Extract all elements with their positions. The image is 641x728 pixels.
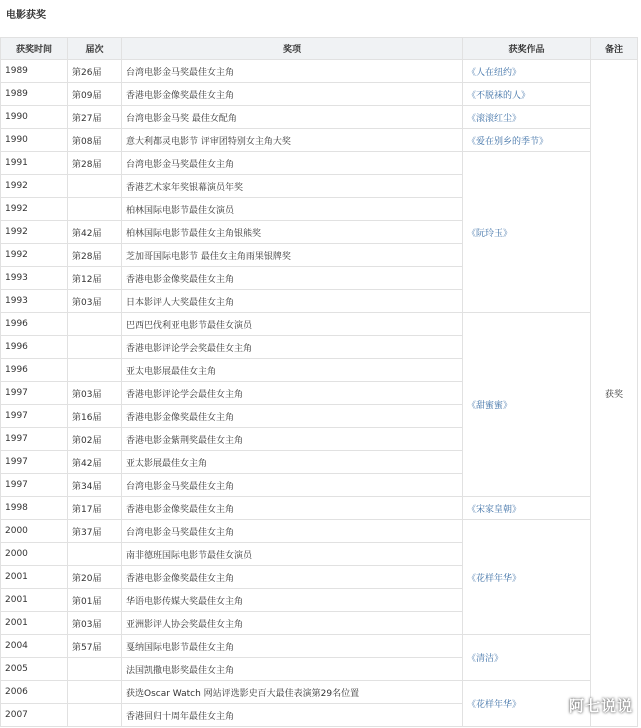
year-cell: 1996	[1, 336, 68, 359]
session-cell: 第16届	[68, 405, 122, 428]
award-cell: 华语电影传媒大奖最佳女主角	[122, 589, 463, 612]
award-cell: 香港电影金像奖最佳女主角	[122, 566, 463, 589]
table-row	[1, 83, 638, 106]
award-cell: 亚洲影评人协会奖最佳女主角	[122, 612, 463, 635]
table-row	[1, 60, 638, 83]
year-cell: 1991	[1, 152, 68, 175]
header-award: 奖项	[122, 38, 463, 60]
award-cell: 获选Oscar Watch 网站评选影史百大最佳表演第29名位置	[122, 681, 463, 704]
work-link[interactable]: 《宋家皇朝》	[463, 497, 591, 520]
award-cell: 香港艺术家年奖银幕演员年奖	[122, 175, 463, 198]
year-cell: 2001	[1, 589, 68, 612]
awards-table	[0, 37, 638, 727]
year-cell: 1989	[1, 60, 68, 83]
year-cell: 1996	[1, 313, 68, 336]
work-link[interactable]: 《不脱袜的人》	[463, 83, 591, 106]
award-cell: 法国凯撒电影奖最佳女主角	[122, 658, 463, 681]
award-cell: 香港回归十周年最佳女主角	[122, 704, 463, 727]
award-cell: 意大利都灵电影节 评审团特别女主角大奖	[122, 129, 463, 152]
year-cell: 2001	[1, 566, 68, 589]
table-row	[1, 681, 638, 704]
session-cell: 第57届	[68, 635, 122, 658]
table-row	[1, 497, 638, 520]
table-row	[1, 520, 638, 543]
year-cell: 2000	[1, 520, 68, 543]
work-link[interactable]: 《清洁》	[463, 635, 591, 681]
session-cell: 第01届	[68, 589, 122, 612]
session-cell	[68, 336, 122, 359]
year-cell: 1997	[1, 428, 68, 451]
session-cell: 第42届	[68, 221, 122, 244]
session-cell	[68, 658, 122, 681]
year-cell: 1990	[1, 106, 68, 129]
session-cell: 第26届	[68, 60, 122, 83]
session-cell: 第03届	[68, 612, 122, 635]
award-cell: 戛纳国际电影节最佳女主角	[122, 635, 463, 658]
work-link[interactable]: 《滚滚红尘》	[463, 106, 591, 129]
award-cell: 柏林国际电影节最佳女演员	[122, 198, 463, 221]
session-cell: 第08届	[68, 129, 122, 152]
session-cell: 第03届	[68, 290, 122, 313]
session-cell	[68, 359, 122, 382]
year-cell: 1989	[1, 83, 68, 106]
year-cell: 2001	[1, 612, 68, 635]
award-cell: 柏林国际电影节最佳女主角银熊奖	[122, 221, 463, 244]
session-cell: 第12届	[68, 267, 122, 290]
year-cell: 1997	[1, 405, 68, 428]
session-cell	[68, 313, 122, 336]
session-cell	[68, 681, 122, 704]
year-cell: 1990	[1, 129, 68, 152]
award-cell: 香港电影金像奖最佳女主角	[122, 83, 463, 106]
header-work: 获奖作品	[463, 38, 591, 60]
year-cell: 2006	[1, 681, 68, 704]
award-cell: 香港电影金像奖最佳女主角	[122, 405, 463, 428]
award-cell: 台湾电影金马奖最佳女主角	[122, 520, 463, 543]
award-cell: 日本影评人大奖最佳女主角	[122, 290, 463, 313]
session-cell: 第09届	[68, 83, 122, 106]
year-cell: 2004	[1, 635, 68, 658]
year-cell: 1996	[1, 359, 68, 382]
year-cell: 1997	[1, 474, 68, 497]
session-cell	[68, 704, 122, 727]
header-session: 届次	[68, 38, 122, 60]
award-cell: 香港电影金像奖最佳女主角	[122, 267, 463, 290]
session-cell: 第37届	[68, 520, 122, 543]
work-link[interactable]: 《花样年华》	[463, 681, 591, 727]
award-cell: 亚太影展最佳女主角	[122, 451, 463, 474]
year-cell: 1992	[1, 244, 68, 267]
section-title: 电影获奖	[6, 10, 46, 21]
work-link[interactable]: 《爱在别乡的季节》	[463, 129, 591, 152]
session-cell: 第02届	[68, 428, 122, 451]
award-cell: 台湾电影金马奖最佳女主角	[122, 474, 463, 497]
session-cell: 第27届	[68, 106, 122, 129]
year-cell: 1993	[1, 290, 68, 313]
award-cell: 台湾电影金马奖 最佳女配角	[122, 106, 463, 129]
session-cell: 第34届	[68, 474, 122, 497]
award-cell: 香港电影评论学会最佳女主角	[122, 382, 463, 405]
header-note: 备注	[591, 38, 638, 60]
award-cell: 南非德班国际电影节最佳女演员	[122, 543, 463, 566]
work-link[interactable]: 《阮玲玉》	[463, 152, 591, 313]
year-cell: 1997	[1, 451, 68, 474]
session-cell	[68, 543, 122, 566]
watermark: 阿七说说	[568, 697, 633, 715]
work-link[interactable]: 《花样年华》	[463, 520, 591, 635]
year-cell: 1998	[1, 497, 68, 520]
year-cell: 1992	[1, 175, 68, 198]
session-cell: 第28届	[68, 152, 122, 175]
award-cell: 台湾电影金马奖最佳女主角	[122, 152, 463, 175]
table-row	[1, 106, 638, 129]
year-cell: 2005	[1, 658, 68, 681]
year-cell: 1992	[1, 198, 68, 221]
table-header-row	[1, 38, 638, 60]
table-row	[1, 635, 638, 658]
year-cell: 2000	[1, 543, 68, 566]
table-row	[1, 129, 638, 152]
award-cell: 巴西巴伐利亚电影节最佳女演员	[122, 313, 463, 336]
year-cell: 1997	[1, 382, 68, 405]
session-cell: 第20届	[68, 566, 122, 589]
award-cell: 香港电影金像奖最佳女主角	[122, 497, 463, 520]
award-cell: 香港电影评论学会奖最佳女主角	[122, 336, 463, 359]
award-cell: 亚太电影展最佳女主角	[122, 359, 463, 382]
award-cell: 台湾电影金马奖最佳女主角	[122, 60, 463, 83]
table-row	[1, 313, 638, 336]
work-link[interactable]: 《甜蜜蜜》	[463, 313, 591, 497]
note-cell: 获奖	[591, 60, 638, 727]
year-cell: 1992	[1, 221, 68, 244]
awards-body	[1, 60, 638, 727]
award-cell: 芝加哥国际电影节 最佳女主角雨果银牌奖	[122, 244, 463, 267]
year-cell: 1993	[1, 267, 68, 290]
work-link[interactable]: 《人在纽约》	[463, 60, 591, 83]
session-cell: 第42届	[68, 451, 122, 474]
header-year: 获奖时间	[1, 38, 68, 60]
session-cell: 第28届	[68, 244, 122, 267]
year-cell: 2007	[1, 704, 68, 727]
session-cell: 第17届	[68, 497, 122, 520]
session-cell	[68, 175, 122, 198]
award-cell: 香港电影金紫荆奖最佳女主角	[122, 428, 463, 451]
session-cell	[68, 198, 122, 221]
table-row	[1, 152, 638, 175]
session-cell: 第03届	[68, 382, 122, 405]
